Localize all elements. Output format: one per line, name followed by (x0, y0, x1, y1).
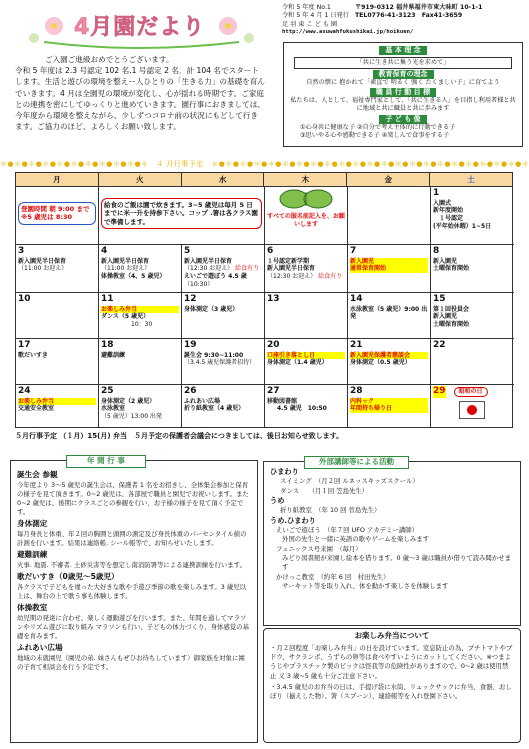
date-3: 3 (18, 246, 25, 256)
day-fri: 金 (347, 173, 430, 186)
event-text: えいごで遊ぼう 4.5 歳 (184, 273, 247, 281)
philosophy-box (283, 42, 523, 147)
issue-date: 令和 5 年 4 月 1 日発行 (282, 12, 349, 20)
cal-cell (348, 187, 431, 245)
external-activities-section (263, 457, 521, 626)
event-text: 新入園児半日保育 (18, 257, 67, 265)
cal-cell (182, 245, 265, 293)
section-text: 毎月身長と体重、年２回の胸囲と頭囲の測定及び身長体重のパーセンタイル値の計測を行います。結果は連絡帳. シール帳等で、お知らせいたします。 (17, 529, 247, 548)
event-text: 給食有り (318, 273, 343, 281)
event-text: 通常保育開始 (350, 265, 428, 273)
section-heading: 体操教室 (17, 602, 48, 612)
cal-cell (348, 385, 431, 428)
header-info (282, 4, 527, 37)
rice-note-text: 給食のご飯は園で炊きます。3~5 歳児は毎月 5 日までに米一升を持参下さい。コップ .箸は各クラス園で準備します。 (104, 201, 258, 226)
event-text: 給食有り (235, 265, 260, 273)
event-text: １号認定新学期 (267, 257, 310, 265)
intro-greeting: ご入園ご進級おめでとうございます。 (45, 55, 174, 64)
cal-cell (99, 187, 265, 245)
may-schedule-note (15, 432, 513, 441)
newsletter-title: 4月園だより (74, 15, 206, 40)
cal-cell (182, 293, 265, 339)
event-text: 新入園児半日保育 (267, 265, 316, 273)
event-text: 歌だいすき (18, 351, 49, 359)
event-text: 内科ック (350, 398, 428, 406)
event-text: 年間持ち帰り日 (350, 405, 428, 413)
event-text: （12:30 お迎え） (184, 265, 234, 273)
event-text: （12:30 お迎え） (267, 273, 317, 281)
day-sat: 土 (467, 175, 475, 184)
cal-cell (182, 385, 265, 428)
motto-line-1: 「共に生き共に集う光を求めて」 (294, 57, 512, 69)
bento-title: お楽しみ弁当について (354, 631, 430, 640)
event-text: 第１回役員会 (433, 305, 470, 313)
activity-line: スイミング （月２回 ルネッスキッズスクール） (280, 477, 419, 486)
cal-cell (99, 339, 182, 385)
event-text: 身体測定（0.5 歳児） (350, 359, 411, 367)
day-tue: 火 (99, 173, 182, 186)
event-text: 新入園児半日保育 (184, 257, 233, 265)
cal-cell (265, 245, 348, 293)
intro-text (15, 54, 265, 133)
intro-body: 令和 5 年度は 2.3 号認定 102 名.1 号認定 2 名．計 104 名でスタートします。生活と遊びの環境を整えー人ひとりの「生きる力」の基礎を育んでいきます。4 月は全園児の環境が変化し、心が揺れる時期です。ご家庭との連携を密にしてゆっくりと進めていきます。園行事におきましては、今年度から環境を整えながら、少しずつコロナ前の状況にもどして行きます。ご協力のほど、よろしくお願い致します。 (15, 66, 265, 132)
cal-cell (431, 187, 514, 245)
event-text: （11:00 お迎え） (18, 265, 68, 273)
event-text: 10：30 (131, 321, 153, 329)
event-schedule-heading: ＊●＊●＊●＊●＊●＊●＊●＊●＊●＊●＊ ４ 月行事予定 ＊●＊●＊●＊●＊●＊●＊●＊●＊●＊●＊●＊●＊●＊●＊●＊●＊●＊●＊●＊●＊●＊●＊ (0, 160, 529, 168)
clothes-illustration (276, 188, 336, 210)
cal-cell (16, 245, 99, 293)
event-text: （3.4.5 歳児保護者招待） (184, 359, 256, 367)
annual-events-section (10, 456, 258, 743)
motto-heading-3: 職 員 行 動 目 標 (370, 88, 436, 97)
activity-line: ダンス （月１回 笠島先生） (280, 486, 369, 495)
cal-cell (265, 339, 348, 385)
arrival-time-note: 登園時間 朝 9:00 まで ※5 歳児は 8:30 (18, 202, 96, 225)
date-4: 4 (101, 246, 108, 256)
event-text: 口座引き落とし日 (267, 352, 345, 360)
school-tel: TEL0776-41-3123 Fax41-3659 (354, 12, 463, 20)
event-text: 新入園児半日保育 (101, 257, 150, 265)
bento-text-1: ・月２回程度「お楽しみ弁当」の日を設けています。室息防止の為、プチトマトやブドウ、サクランボ、うずらの卵等は食べやすいようにカットしてください。※つまようじやプラスチック製のピックは怪我等の危険性がありますので、0~2 歳は使用禁止 又 3 歳~5 歳も十分ご注意下さい。 (270, 643, 513, 680)
event-text: （10:30） (184, 281, 214, 289)
activity-line: 折り紙教室 （年 10 回 菅島先生） (280, 506, 381, 515)
cal-cell (348, 293, 431, 339)
group-heading: ひまわり (270, 467, 299, 476)
event-text: お楽しみ弁当 (101, 306, 179, 314)
section-text: 地域の未就園児（園児の弟. 妹さんもぜひお待ちしています）御家族を対象に園の子育て相談会を行う予定です。 (17, 653, 245, 671)
date-7: 7 (350, 246, 357, 256)
date-20: 20 (267, 340, 280, 350)
rice-note (101, 198, 262, 229)
activity-desc: 外国の先生と一緒に英語の歌やゲームを楽しみます (282, 535, 429, 544)
motto-heading-2: 教育保育の理念 (373, 70, 434, 79)
event-break: (平年始休暇）1~5日 (433, 223, 492, 231)
activity-desc: サーキット等を取り入れ、体を動かす楽しさを体験します (282, 581, 449, 590)
section-text: 各クラスで子どもを違った大好きな歌や手遊び季節の歌を楽しみます。3 歳児以上は、舞台の上で歌う事も体験します。 (17, 582, 247, 600)
event-text: ダンス（5 歳児） (101, 313, 150, 321)
activity-line: えいごで遊ぼう （年７回 UFO アカデミー講師） (276, 526, 418, 535)
date-28: 28 (350, 386, 363, 396)
date-11: 11 (101, 294, 114, 304)
may-schedule-text: ５月行事予定 （１月）15(月) 弁当 ５月予定の保護者会議会につきましては、後日お知らせ致します。 (15, 432, 344, 440)
cal-cell (16, 187, 99, 245)
title-banner (14, 4, 264, 50)
calendar-header-row (16, 173, 512, 187)
cal-cell (16, 293, 99, 339)
event-text: 土曜保育開始 (433, 265, 470, 273)
section-text: 今年度より 3～5 歳児の誕生会は、保護者 1 名をお招きし、全体集会参加と保育の様子を見て頂きます。0~2 歳児は、各部屋で職員と園児でお祝いします。また 0~2 歳児は、後期にクラスごとの参観を行い、お子様の様子を見て頂く予定です。 (17, 480, 249, 517)
event-type1: １号認定 (439, 215, 464, 223)
event-text: 誕生会 9:30~11:00 (184, 351, 244, 359)
cal-cell (99, 245, 182, 293)
school-name: 足 羽 東 こ ど も 園 (282, 20, 338, 28)
annual-events-title: 年 間 行 事 (66, 455, 146, 468)
date-5: 5 (184, 246, 191, 256)
activity-line: フェニックス号来園 （毎月） (276, 544, 362, 553)
event-text: 身体測定（1.4 歳児） (267, 359, 328, 367)
event-text: 避難訓練 (101, 351, 126, 359)
date-14: 14 (350, 294, 363, 304)
date-17: 17 (18, 340, 31, 350)
cal-cell (431, 245, 514, 293)
issue-number: 令和 5 年度 No.1 (282, 4, 331, 11)
event-text: 新入園児 (350, 258, 428, 266)
cal-cell (348, 245, 431, 293)
date-22: 22 (433, 340, 446, 350)
school-address: 〒919-0312 福井県福井市東大味町 10-1-1 (354, 4, 483, 11)
event-text: 身体測定（3 歳児） (184, 305, 239, 313)
day-wed: 水 (182, 173, 265, 186)
date-6: 6 (267, 246, 274, 256)
date-8: 8 (433, 246, 440, 256)
date-24: 24 (18, 386, 31, 396)
date-26: 26 (184, 386, 197, 396)
cal-cell (99, 385, 182, 428)
date-15: 15 (433, 294, 446, 304)
date-13: 13 (267, 294, 280, 304)
cal-cell (265, 187, 348, 245)
section-heading: 身体測定 (17, 519, 48, 529)
event-text: 新入園児 (433, 313, 458, 321)
motto-line-4b: ③思いやる心や感動できる子 ④楽しんで食事をする子 (300, 131, 450, 139)
cal-cell (265, 293, 348, 339)
april-calendar (15, 172, 513, 428)
section-heading: 誕生会 参観 (17, 470, 58, 479)
motto-line-4a: ①心身共に健康な子 ②自分で考え主体的に行動できる子 (300, 123, 456, 131)
event-text: 折り紙教室（4 歳児） (184, 405, 245, 413)
event-new-year: 新年度開始 (433, 207, 464, 215)
date-29: 29 (433, 386, 446, 396)
bento-section (263, 628, 521, 743)
section-heading: 歌だいすき（0歳児～5歳児） (17, 572, 119, 581)
cal-cell (431, 385, 514, 428)
section-heading: 避難訓練 (17, 550, 48, 560)
japan-flag-icon (459, 401, 485, 419)
date-18: 18 (101, 340, 114, 350)
event-text: 土曜保育開始 (433, 321, 470, 329)
school-url[interactable]: http://www.asuwahfukushikai.jp/hoikuen/ (282, 29, 414, 36)
event-text: （5 歳児）13:00 出発 (101, 413, 162, 421)
event-text: （11:00 お迎え） (101, 265, 151, 273)
cal-cell (431, 339, 514, 385)
group-heading: うめ.ひまわり (270, 515, 316, 525)
section-text: 幼児期の発達に合わせ、楽しく運動遊びを行います。また、年間を通してマラソンやリズム遊びに取り組み マラソンも行い、子どもの体力づくり、身体感覚の基礎を育みます。 (17, 613, 249, 640)
event-text: 新入園児保護者懇談会 (350, 352, 428, 360)
date-25: 25 (101, 386, 114, 396)
group-heading: うめ (270, 496, 285, 505)
cal-cell (348, 339, 431, 385)
event-text: 水泳教室（5 歳児）9:00 出発 (350, 305, 428, 321)
day-mon: 月 (16, 173, 99, 186)
day-thu: 木 (264, 173, 347, 186)
date-10: 10 (18, 294, 31, 304)
date-19: 19 (184, 340, 197, 350)
motto-heading-4: 子 ど も 像 (379, 115, 426, 124)
event-text: お楽しみ弁当 (18, 398, 96, 406)
cal-cell (16, 339, 99, 385)
external-activities-title: 外部講師等による活動 (304, 456, 409, 469)
cal-cell (431, 293, 514, 339)
date-21: 21 (350, 340, 363, 350)
bento-text-2: ・3.4.5 歳児のお弁当の日は、手提げ袋に水筒、リュックサックに弁当、食器、おしぼり（揃えした物）、箸（スプーン）、連絡帳等を入れ登園下さい。 (270, 683, 512, 701)
date-1: 1 (433, 188, 440, 198)
holiday-showa: 昭和の日 (454, 387, 488, 397)
cal-cell (265, 385, 348, 428)
event-text: 4.5 歳児 10:50 (277, 405, 327, 413)
section-text: 火事. 地震. 不審者. 土砂災害等を想定し南消防署等による連携訓練を行います。 (17, 560, 246, 569)
cal-cell (182, 339, 265, 385)
date-12: 12 (184, 294, 197, 304)
event-entrance-ceremony: 入園式 (433, 199, 452, 207)
event-text: 身体測定（2 歳児） (101, 397, 156, 405)
event-text: 交通安全教室 (18, 405, 55, 413)
event-text: 体操教室（4、5 歳児） (101, 273, 166, 281)
event-text: 移動図書館 (267, 397, 298, 405)
motto-line-3: 私たちは、人として、福祉専門家として、「共に生きる人」を目指し利用者様と共に地域と共に職員と共に歩みます (290, 97, 516, 113)
event-text: ふれあい広場 (184, 397, 221, 405)
date-27: 27 (267, 386, 280, 396)
section-heading: ふれあい広場 (17, 643, 63, 653)
event-text: 水泳教室 (101, 405, 126, 413)
name-label-note: すべての服名前記入を、お願いします (267, 212, 345, 228)
activity-desc: みどり図書館が来園し絵本を借ります。0 歳～3 歳は職員が借りて読み聞かせます (282, 554, 511, 572)
activity-line: かけっこ教室 （約年 6 回 村田先生） (276, 572, 390, 581)
cal-cell (99, 293, 182, 339)
motto-heading-1: 基 本 理 念 (379, 46, 426, 55)
event-text: 新入園児 (433, 257, 458, 265)
motto-line-2: 自然の懐に 抱かれて「素直で 明るく 強く たくましい子」に育てよう (306, 79, 500, 87)
cal-cell (16, 385, 99, 428)
